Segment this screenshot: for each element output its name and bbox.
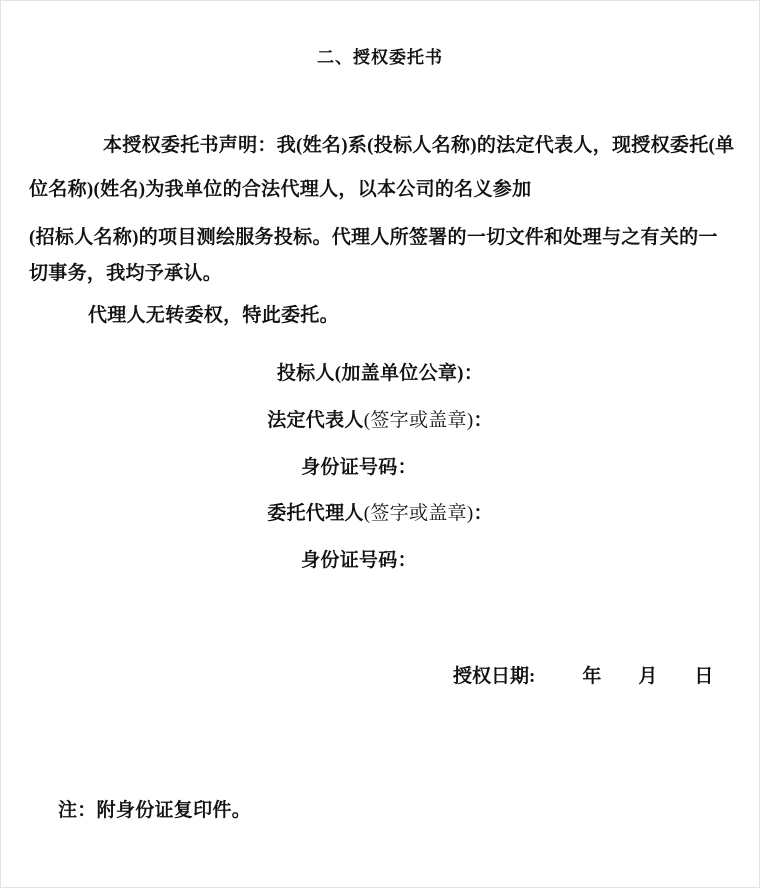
legal-representative-colon: ： xyxy=(473,410,493,431)
page-title: 二、授权委托书 xyxy=(317,48,443,67)
legal-representative-label: 法定代表人 xyxy=(267,410,364,431)
legal-representative-sign-hint: (签字或盖章) xyxy=(363,410,474,431)
authorized-agent-line xyxy=(1,503,759,525)
legal-representative-line xyxy=(1,410,759,432)
authorized-agent-sign-hint: (签字或盖章) xyxy=(363,503,474,524)
body-paragraph-line-1: 本授权委托书声明：我(姓名)系(投标人名称)的法定代表人，现授权委托(单 xyxy=(103,135,735,156)
bidder-seal-line xyxy=(1,363,759,385)
authorized-agent-label: 委托代理人 xyxy=(267,503,364,524)
date-year-label: 年 xyxy=(582,666,602,687)
body-paragraph-line-4: 切事务，我均予承认。 xyxy=(29,263,223,284)
date-month-label: 月 xyxy=(638,666,658,687)
body-paragraph-line-2: 位名称)(姓名)为我单位的合法代理人，以本公司的名义参加 xyxy=(29,179,532,200)
id-number-line-2: 身份证号码： xyxy=(301,550,417,571)
body-paragraph-line-3: (招标人名称)的项目测绘服务投标。代理人所签署的一切文件和处理与之有关的一 xyxy=(29,227,718,248)
authorization-date-line xyxy=(453,666,713,688)
note-line: 注：附身份证复印件。 xyxy=(58,800,252,821)
authorization-date-label: 授权日期: xyxy=(453,666,536,687)
date-day-label: 日 xyxy=(694,666,714,687)
authorized-agent-colon: ： xyxy=(473,503,493,524)
body-paragraph-line-5: 代理人无转委权，特此委托。 xyxy=(88,305,339,326)
id-number-line-1: 身份证号码： xyxy=(301,457,417,478)
bidder-seal-colon: ： xyxy=(463,363,484,384)
bidder-seal-label: 投标人(加盖单位公章) xyxy=(276,363,464,384)
